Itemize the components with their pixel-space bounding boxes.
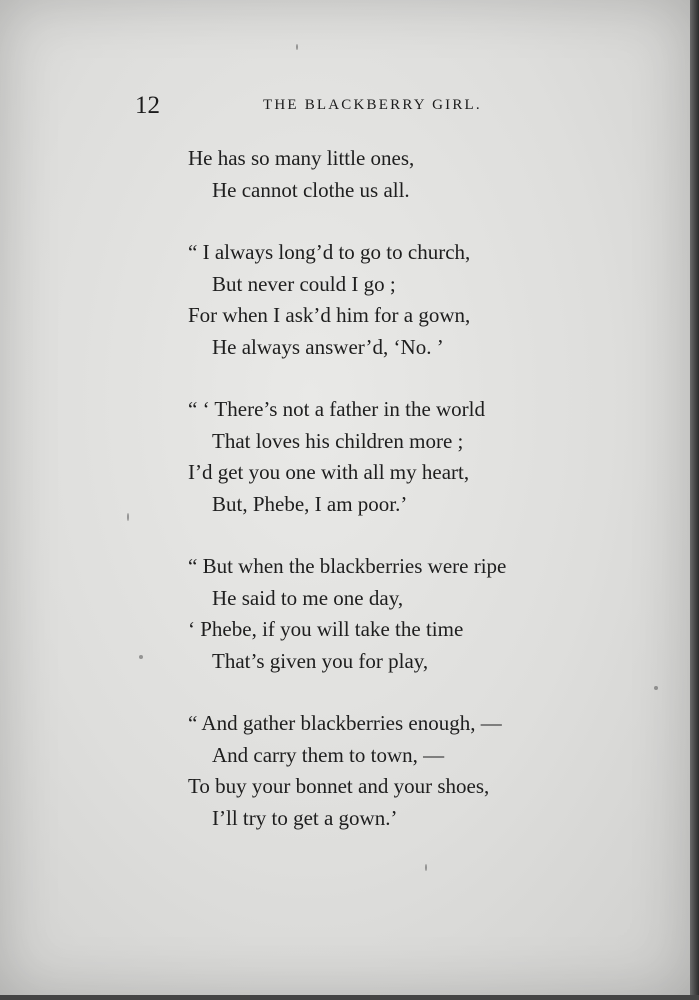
poem-line: “ ‘ There’s not a father in the world <box>188 397 486 421</box>
stanza <box>188 708 618 834</box>
stanza <box>188 237 618 363</box>
poem-line: But, Phebe, I am poor.’ <box>212 491 408 516</box>
poem-line: To buy your bonnet and your shoes, <box>188 774 490 798</box>
paper-speck <box>296 44 298 50</box>
running-title: THE BLACKBERRY GIRL. <box>263 97 482 113</box>
poem-line: “ And gather blackberries enough, — <box>188 711 502 735</box>
poem-line: “ But when the blackberries were ripe <box>188 554 507 578</box>
poem-line: For when I ask’d him for a gown, <box>188 303 471 327</box>
page-header <box>135 92 555 120</box>
poem-line: He has so many little ones, <box>188 146 415 170</box>
poem-line: That’s given you for play, <box>212 648 429 673</box>
poem-line: He always answer’d, ‘No. ’ <box>212 334 444 359</box>
poem-body <box>188 143 618 865</box>
poem-line: I’ll try to get a gown.’ <box>212 805 398 830</box>
poem-line: “ I always long’d to go to church, <box>188 240 471 264</box>
poem-line: But never could I go ; <box>212 271 396 296</box>
poem-line: ‘ Phebe, if you will take the time <box>188 617 464 641</box>
poem-line: He said to me one day, <box>212 585 404 610</box>
page-edge-shadow <box>690 0 699 1000</box>
poem-line: That loves his children more ; <box>212 428 464 453</box>
poem-line: I’d get you one with all my heart, <box>188 460 470 484</box>
stanza <box>188 394 618 520</box>
paper-speck <box>654 686 658 690</box>
page-bottom-edge <box>0 995 699 1000</box>
poem-line: He cannot clothe us all. <box>212 177 410 202</box>
stanza <box>188 551 618 677</box>
stanza <box>188 143 618 206</box>
poem-line: And carry them to town, — <box>212 742 445 767</box>
paper-speck <box>425 864 427 871</box>
paper-speck <box>127 513 129 521</box>
paper-speck <box>139 655 143 659</box>
page-number: 12 <box>135 92 160 119</box>
